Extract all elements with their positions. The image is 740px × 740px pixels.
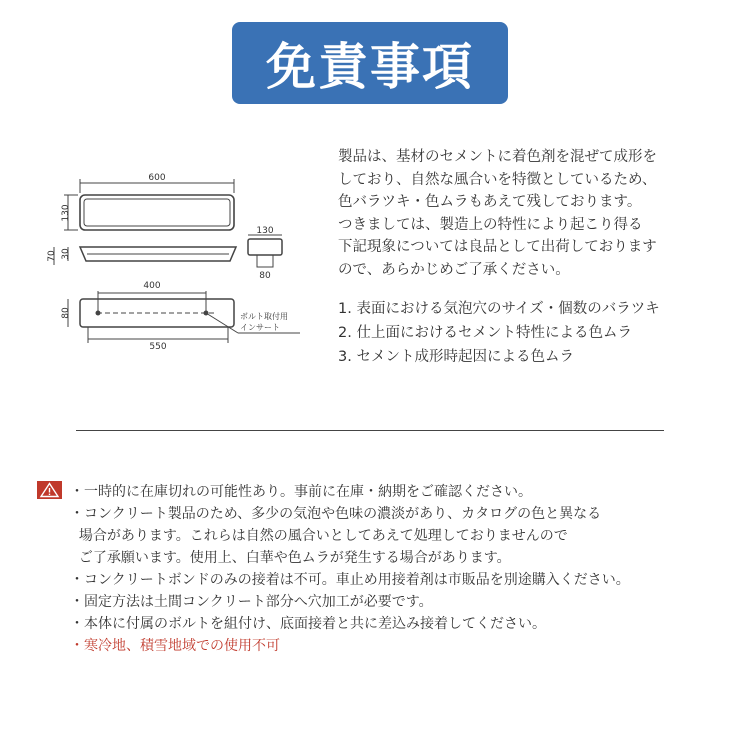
phenomena-list — [338, 297, 728, 369]
title-badge — [232, 22, 508, 104]
top-width-label: 600 — [148, 173, 166, 183]
phenomena-item: 3. セメント成形時起因による色ムラ — [338, 349, 574, 365]
description-line: 下記現象については良品として出荷しております — [338, 239, 657, 255]
top-view-outline — [80, 195, 234, 230]
note-item: ご了承願います。使用上、白華や色ムラが発生する場合があります。 — [70, 550, 511, 566]
notes-list — [70, 481, 730, 657]
top-view-inner — [84, 199, 230, 226]
description-line: 製品は、基材のセメントに着色剤を混ぜて成形を — [338, 149, 657, 165]
side-height-inner-label: 30 — [61, 248, 71, 260]
note-item: ・コンクリートボンドのみの接着は不可。車止め用接着剤は市販品を別途購入ください。 — [70, 572, 630, 588]
bottom-width-label: 550 — [149, 342, 167, 352]
description-line: ので、あらかじめご了承ください。 — [338, 261, 570, 278]
description-block — [338, 146, 718, 281]
dimension-drawing — [40, 165, 310, 355]
warning-note: ・寒冷地、積雪地域での使用不可 — [70, 638, 280, 654]
note-item: ・一時的に在庫切れの可能性あり。事前に在庫・納期をご確認ください。 — [70, 484, 532, 500]
bolt-insert-left — [96, 311, 101, 316]
phenomena-item: 1. 表面における気泡穴のサイズ・個数のバラツキ — [338, 301, 660, 317]
callout-leader — [206, 313, 238, 333]
description-line: しており、自然な風合いを特徴としているため、 — [338, 171, 657, 188]
note-item: ・固定方法は土間コンクリート部分へ穴加工が必要です。 — [70, 594, 433, 610]
bolt-insert-right — [204, 311, 209, 316]
callout-label-line1: ボルト取付用 — [240, 312, 288, 321]
side-height-total-label: 70 — [47, 250, 57, 262]
description-line: 色バラツキ・色ムラもあえて残しております。 — [338, 194, 642, 210]
callout-label-line2: インサート — [240, 323, 280, 332]
plan-depth-label: 80 — [61, 307, 71, 319]
end-view-outline — [248, 239, 282, 255]
end-view-base — [257, 255, 273, 267]
note-item: 場合があります。これらは自然の風合いとしてあえて処理しておりませんので — [70, 528, 568, 544]
note-item: ・コンクリート製品のため、多少の気泡や色味の濃淡があり、カタログの色と異なる — [70, 506, 602, 522]
note-item: ・本体に付属のボルトを組付け、底面接着と共に差込み接着してください。 — [70, 616, 546, 632]
end-height-label: 80 — [259, 271, 271, 281]
page-title: 免責事項 — [266, 38, 474, 96]
description-line: つきましては、製造上の特性により起こり得る — [338, 216, 643, 233]
top-height-label: 130 — [61, 204, 71, 222]
end-width-label: 130 — [256, 226, 274, 236]
warning-icon — [37, 481, 62, 499]
bolt-spacing-label: 400 — [143, 281, 161, 291]
phenomena-item: 2. 仕上面におけるセメント特性による色ムラ — [338, 325, 632, 341]
section-divider — [76, 430, 664, 431]
